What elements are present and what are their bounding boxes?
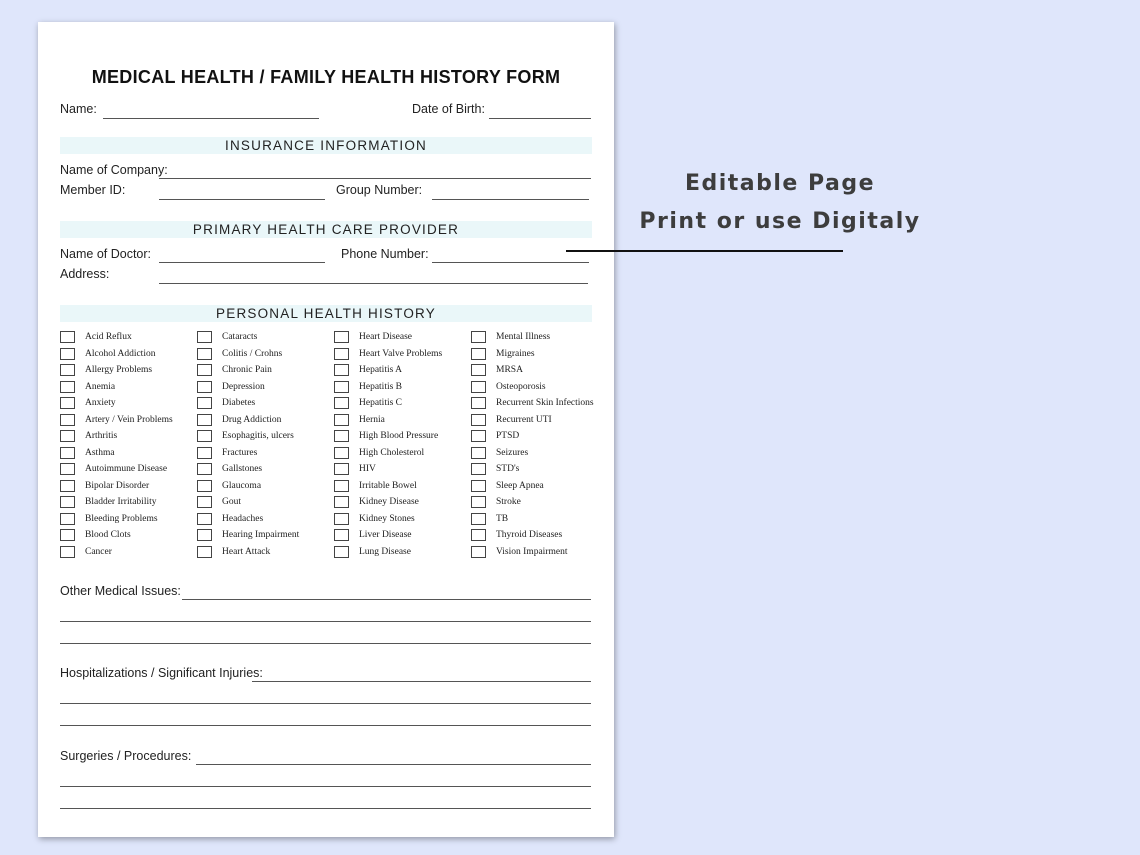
surgeries-line-3[interactable] — [60, 808, 591, 809]
condition-label: Lung Disease — [359, 546, 411, 557]
surgeries-line-1[interactable] — [196, 764, 591, 765]
condition-checkbox[interactable] — [334, 364, 349, 376]
surgeries-label: Surgeries / Procedures: — [60, 749, 192, 763]
condition-label: Gout — [222, 497, 241, 507]
condition-label: High Cholesterol — [359, 447, 425, 458]
condition-checkbox[interactable] — [197, 364, 212, 376]
condition-label: MRSA — [496, 365, 523, 375]
condition-checkbox[interactable] — [60, 529, 75, 541]
condition-checkbox[interactable] — [471, 546, 486, 558]
surgeries-line-2[interactable] — [60, 786, 591, 787]
condition-checkbox[interactable] — [471, 364, 486, 376]
condition-label: Depression — [222, 381, 265, 392]
condition-label: Blood Clots — [85, 530, 131, 540]
condition-checkbox[interactable] — [471, 397, 486, 409]
condition-label: Hearing Impairment — [222, 530, 300, 540]
condition-checkbox[interactable] — [197, 513, 212, 525]
condition-checkbox[interactable] — [471, 447, 486, 459]
condition-label: Artery / Vein Problems — [85, 414, 173, 425]
condition-checkbox[interactable] — [60, 496, 75, 508]
form-title: MEDICAL HEALTH / FAMILY HEALTH HISTORY FORM — [91, 67, 561, 87]
condition-checkbox[interactable] — [60, 513, 75, 525]
condition-label: Cataracts — [222, 332, 258, 342]
condition-label: Anemia — [85, 381, 116, 392]
condition-checkbox[interactable] — [334, 348, 349, 360]
hospitalizations-line-3[interactable] — [60, 725, 591, 726]
condition-label: STD's — [496, 464, 520, 474]
condition-label: Osteoporosis — [496, 381, 546, 392]
promo-editable-page: Editable Page — [684, 171, 876, 196]
condition-checkbox[interactable] — [60, 397, 75, 409]
condition-checkbox[interactable] — [471, 348, 486, 360]
condition-checkbox[interactable] — [60, 414, 75, 426]
condition-label: Heart Attack — [222, 546, 271, 557]
condition-checkbox[interactable] — [471, 381, 486, 393]
hospitalizations-line-1[interactable] — [252, 681, 591, 682]
condition-label: Vision Impairment — [496, 546, 568, 557]
phone-label: Phone Number: — [341, 247, 429, 261]
condition-label: Mental Illness — [496, 332, 551, 342]
condition-label: Allergy Problems — [85, 365, 153, 375]
condition-checkbox[interactable] — [471, 331, 486, 343]
other-issues-line-2[interactable] — [60, 621, 591, 622]
other-issues-line-3[interactable] — [60, 643, 591, 644]
condition-label: Autoimmune Disease — [85, 464, 168, 474]
condition-label: Hernia — [359, 414, 385, 425]
address-label: Address: — [60, 267, 110, 281]
condition-checkbox[interactable] — [60, 480, 75, 492]
company-field[interactable] — [159, 178, 591, 179]
doctor-field[interactable] — [159, 262, 325, 263]
condition-label: Bipolar Disorder — [85, 480, 150, 491]
condition-label: Seizures — [496, 447, 529, 458]
condition-label: Sleep Apnea — [496, 480, 544, 491]
condition-label: Irritable Bowel — [359, 480, 417, 491]
condition-label: Kidney Stones — [359, 513, 415, 524]
condition-label: Liver Disease — [359, 530, 412, 540]
condition-checkbox[interactable] — [60, 381, 75, 393]
condition-label: HIV — [359, 464, 376, 474]
condition-label: TB — [496, 513, 509, 524]
condition-label: Hepatitis C — [359, 398, 403, 408]
dob-label: Date of Birth: — [412, 102, 485, 116]
promo-print-digital: Print or use Digitaly — [639, 209, 921, 234]
condition-checkbox[interactable] — [197, 397, 212, 409]
doctor-label: Name of Doctor: — [60, 247, 152, 261]
condition-label: Hepatitis A — [359, 365, 403, 375]
condition-checkbox[interactable] — [197, 529, 212, 541]
other-issues-label: Other Medical Issues: — [60, 584, 181, 598]
condition-label: Bleeding Problems — [85, 513, 158, 524]
group-number-label: Group Number: — [336, 183, 423, 197]
condition-checkbox[interactable] — [334, 546, 349, 558]
insurance-heading: INSURANCE INFORMATION — [60, 137, 592, 154]
condition-checkbox[interactable] — [197, 463, 212, 475]
hospitalizations-line-2[interactable] — [60, 703, 591, 704]
dob-field[interactable] — [489, 118, 591, 119]
condition-label: PTSD — [496, 431, 520, 441]
condition-checkbox[interactable] — [60, 546, 75, 558]
condition-label: Esophagitis, ulcers — [222, 431, 294, 441]
condition-label: Heart Valve Problems — [359, 348, 443, 359]
condition-checkbox[interactable] — [334, 414, 349, 426]
condition-checkbox[interactable] — [471, 414, 486, 426]
condition-checkbox[interactable] — [471, 430, 486, 442]
condition-checkbox[interactable] — [471, 463, 486, 475]
condition-checkbox[interactable] — [197, 546, 212, 558]
hospitalizations-label: Hospitalizations / Significant Injuries: — [60, 666, 263, 680]
condition-label: Drug Addiction — [222, 414, 282, 425]
condition-checkbox[interactable] — [334, 463, 349, 475]
condition-label: Migraines — [496, 348, 535, 359]
condition-checkbox[interactable] — [197, 447, 212, 459]
condition-label: Heart Disease — [359, 332, 413, 342]
condition-checkbox[interactable] — [60, 364, 75, 376]
member-id-label: Member ID: — [60, 183, 126, 197]
condition-label: Recurrent Skin Infections — [496, 398, 594, 408]
form-page — [38, 22, 614, 837]
condition-label: Cancer — [85, 546, 112, 557]
condition-checkbox[interactable] — [334, 331, 349, 343]
condition-checkbox[interactable] — [471, 480, 486, 492]
condition-label: Colitis / Crohns — [222, 348, 283, 359]
name-field[interactable] — [103, 118, 319, 119]
condition-checkbox[interactable] — [334, 496, 349, 508]
condition-checkbox[interactable] — [60, 348, 75, 360]
condition-checkbox[interactable] — [60, 430, 75, 442]
condition-checkbox[interactable] — [60, 447, 75, 459]
condition-label: Chronic Pain — [222, 365, 272, 375]
condition-checkbox[interactable] — [334, 480, 349, 492]
condition-checkbox[interactable] — [471, 496, 486, 508]
condition-label: Arthritis — [85, 431, 118, 441]
condition-checkbox[interactable] — [197, 381, 212, 393]
condition-label: Bladder Irritability — [85, 497, 157, 507]
condition-checkbox[interactable] — [471, 513, 486, 525]
condition-label: Thyroid Diseases — [496, 530, 563, 540]
condition-label: Fractures — [222, 447, 258, 458]
condition-label: Acid Reflux — [85, 332, 132, 342]
pointer-line — [566, 250, 843, 252]
group-number-field[interactable] — [432, 199, 589, 200]
member-id-field[interactable] — [159, 199, 325, 200]
condition-checkbox[interactable] — [197, 414, 212, 426]
company-label: Name of Company: — [60, 163, 168, 177]
condition-label: Alcohol Addiction — [85, 348, 156, 359]
condition-checkbox[interactable] — [197, 430, 212, 442]
condition-checkbox[interactable] — [334, 529, 349, 541]
condition-checkbox[interactable] — [197, 480, 212, 492]
condition-label: Stroke — [496, 497, 521, 507]
condition-label: Kidney Disease — [359, 497, 419, 507]
condition-label: Headaches — [222, 513, 264, 524]
condition-checkbox[interactable] — [197, 331, 212, 343]
condition-label: High Blood Pressure — [359, 431, 439, 441]
condition-label: Diabetes — [222, 398, 256, 408]
condition-checkbox[interactable] — [197, 496, 212, 508]
condition-label: Recurrent UTI — [496, 414, 552, 425]
condition-checkbox[interactable] — [334, 513, 349, 525]
provider-heading: PRIMARY HEALTH CARE PROVIDER — [60, 221, 592, 238]
condition-checkbox[interactable] — [60, 463, 75, 475]
other-issues-line-1[interactable] — [182, 599, 591, 600]
name-label: Name: — [60, 102, 97, 116]
condition-label: Asthma — [85, 447, 115, 458]
condition-label: Gallstones — [222, 464, 263, 474]
condition-checkbox[interactable] — [197, 348, 212, 360]
condition-label: Hepatitis B — [359, 381, 403, 392]
condition-label: Anxiety — [85, 398, 116, 408]
address-field[interactable] — [159, 283, 588, 284]
condition-checkbox[interactable] — [334, 397, 349, 409]
condition-label: Glaucoma — [222, 480, 262, 491]
condition-checkbox[interactable] — [60, 331, 75, 343]
phone-field[interactable] — [432, 262, 589, 263]
condition-checkbox[interactable] — [334, 381, 349, 393]
condition-checkbox[interactable] — [334, 447, 349, 459]
history-heading: PERSONAL HEALTH HISTORY — [60, 305, 592, 322]
condition-checkbox[interactable] — [334, 430, 349, 442]
condition-checkbox[interactable] — [471, 529, 486, 541]
